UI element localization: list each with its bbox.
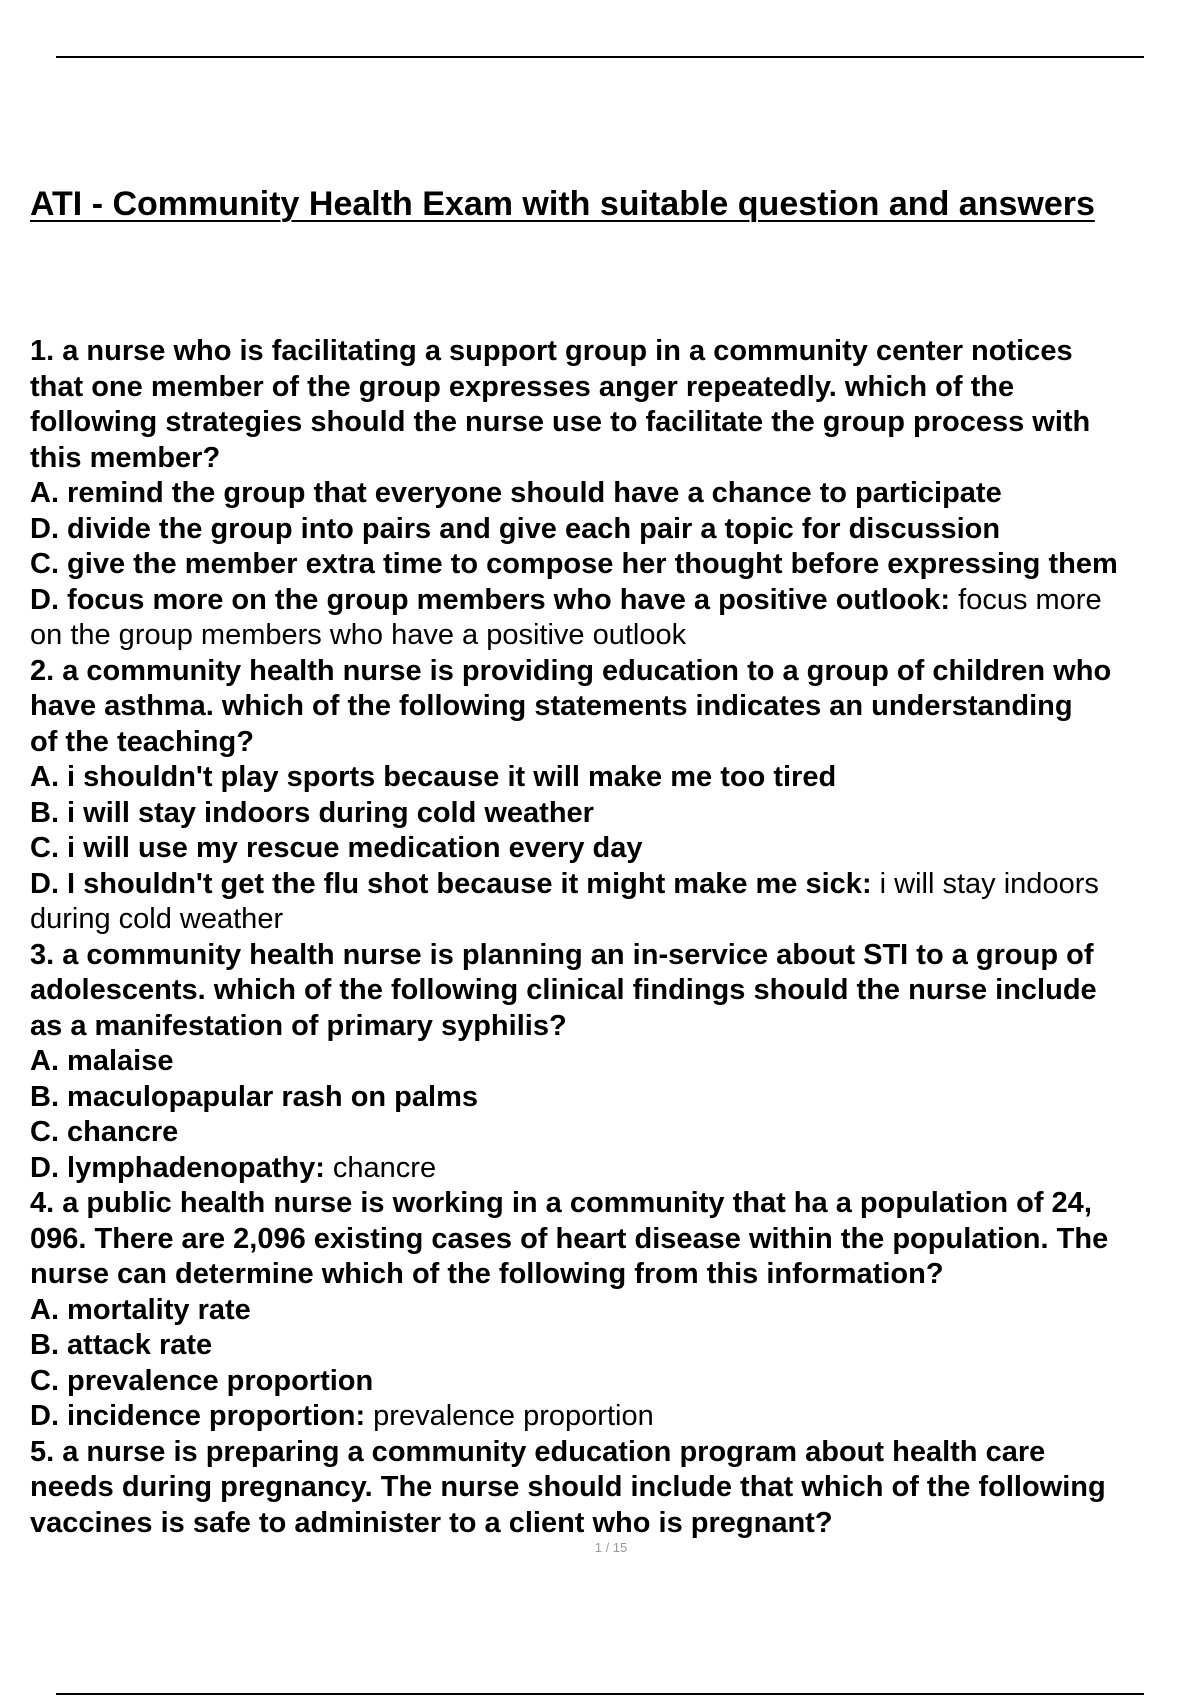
answer-option: D. divide the group into pairs and give each pair a topic for discussion (30, 512, 1001, 545)
option-text: D. focus more on the group members who have a positive outlook: (30, 583, 951, 616)
question-stem-line: 096. There are 2,096 existing cases of heart disease within the population. The (30, 1222, 1109, 1255)
question-5 (30, 1435, 1200, 1542)
question-stem-line: 5. a nurse is preparing a community education program about health care (30, 1435, 1046, 1468)
option-text: D. lymphadenopathy: (30, 1151, 325, 1184)
correct-answer-continued: during cold weather (30, 903, 284, 935)
question-stem-line: 3. a community health nurse is planning an in-service about STI to a group of (30, 938, 1094, 971)
question-2 (30, 654, 1200, 938)
answer-option-last (30, 583, 1200, 619)
question-stem-line: 1. a nurse who is facilitating a support group in a community center notices (30, 335, 1073, 367)
answer-option: C. give the member extra time to compose her thought before expressing them (30, 548, 1118, 580)
question-stem-line: vaccines is safe to administer to a client who is pregnant? (30, 1506, 833, 1539)
answer-option: C. chancre (30, 1116, 179, 1148)
question-stem-line: nurse can determine which of the following from this information? (30, 1258, 944, 1290)
answer-option: A. i shouldn't play sports because it will make me too tired (30, 761, 837, 793)
question-stem-line: that one member of the group expresses anger repeatedly. which of the (30, 370, 1015, 403)
question-stem-line: needs during pregnancy. The nurse should include that which of the following (30, 1471, 1106, 1503)
answer-option: C. i will use my rescue medication every day (30, 832, 643, 864)
option-text: D. I shouldn't get the flu shot because it might make me sick: (30, 867, 872, 900)
question-stem-line: this member? (30, 441, 221, 474)
page-number: 1 / 15 (594, 1540, 628, 1555)
question-4 (30, 1186, 1200, 1435)
answer-option: A. malaise (30, 1045, 174, 1077)
option-text: D. incidence proportion: (30, 1400, 366, 1432)
question-stem-line: adolescents. which of the following clinical findings should the nurse include (30, 974, 1097, 1006)
question-stem-line: as a manifestation of primary syphilis? (30, 1009, 567, 1042)
document-title: ATI - Community Health Exam with suitable question and answers (30, 185, 1095, 223)
question-1 (30, 334, 1200, 654)
question-stem-line: of the teaching? (30, 725, 254, 758)
question-stem-line: 4. a public health nurse is working in a community that ha a population of 24, (30, 1187, 1092, 1219)
answer-option: C. prevalence proportion (30, 1364, 374, 1397)
answer-option-last (30, 867, 1200, 903)
bottom-rule (56, 1693, 1144, 1695)
correct-answer: chancre (324, 1151, 437, 1184)
answer-option: B. maculopapular rash on palms (30, 1080, 478, 1113)
question-stem-line: 2. a community health nurse is providing education to a group of children who (30, 654, 1112, 687)
answer-option: A. remind the group that everyone should have a chance to participate (30, 477, 1002, 509)
correct-answer: prevalence proportion (365, 1400, 654, 1432)
answer-option: A. mortality rate (30, 1293, 251, 1326)
answer-option: B. i will stay indoors during cold weather (30, 796, 594, 829)
answer-option-last (30, 1399, 1200, 1435)
correct-answer-continued: on the group members who have a positive outlook (30, 619, 687, 651)
question-list (30, 334, 1200, 1541)
question-stem-line: following strategies should the nurse use to facilitate the group process with (30, 406, 1091, 438)
question-stem-line: have asthma. which of the following statements indicates an understanding (30, 690, 1073, 722)
question-3 (30, 938, 1200, 1187)
answer-option: B. attack rate (30, 1329, 213, 1361)
correct-answer: i will stay indoors (871, 867, 1099, 900)
answer-option-last (30, 1151, 1200, 1187)
correct-answer: focus more (950, 583, 1102, 616)
top-rule (56, 56, 1144, 58)
